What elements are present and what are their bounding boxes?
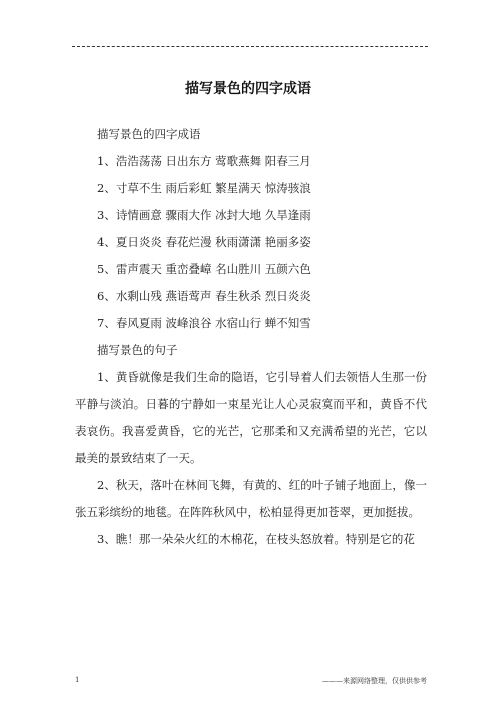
idiom-line-7: 7、春风夏雨 波峰浪谷 水宿山行 蝉不知雪 bbox=[97, 316, 311, 330]
page-title: 描写景色的四字成语 bbox=[185, 81, 311, 97]
idiom-line-1: 1、浩浩荡荡 日出东方 莺歌燕舞 阳春三月 bbox=[97, 154, 311, 168]
idiom-line-3: 3、诗情画意 骤雨大作 冰封大地 久旱逢雨 bbox=[97, 208, 311, 222]
sentence-paragraph-2: 2、秋天，落叶在林间飞舞，有黄的、红的叶子铺子地面上，像一张五彩缤纷的地毯。在阵阵秋风中，松柏显得更加苍翠，更加挺拔。 bbox=[75, 478, 427, 519]
header-dashed-rule bbox=[72, 46, 428, 47]
idiom-section-heading: 描写景色的四字成语 bbox=[97, 127, 201, 141]
idiom-line-4: 4、夏日炎炎 春花烂漫 秋雨潇潇 艳丽多姿 bbox=[97, 235, 311, 249]
sentence-paragraph-1: 1、黄昏就像是我们生命的隐语，它引导着人们去领悟人生那一份平静与淡泊。日暮的宁静如一束星光让人心灵寂寞而平和，黄昏不代表哀伤。我喜爱黄昏，它的光芒，它那柔和又充满希望的光芒，它以最美的景致结束了一天。 bbox=[75, 370, 427, 465]
sentence-section-heading: 描写景色的句子 bbox=[97, 343, 178, 357]
idiom-line-5: 5、雷声震天 重峦叠嶂 名山胜川 五颜六色 bbox=[97, 262, 311, 276]
document-body bbox=[75, 121, 427, 553]
page-number: 1 bbox=[75, 676, 80, 684]
idiom-line-2: 2、寸草不生 雨后彩虹 繁星满天 惊涛骇浪 bbox=[97, 181, 311, 195]
sentence-paragraph-3: 3、瞧！那一朵朵火红的木棉花，在枝头怒放着。特别是它的花 bbox=[97, 532, 415, 546]
footer-note: ———来源网络整理，仅供供参考 bbox=[322, 677, 427, 685]
idiom-line-6: 6、水剩山残 燕语莺声 春生秋杀 烈日炎炎 bbox=[97, 289, 311, 303]
